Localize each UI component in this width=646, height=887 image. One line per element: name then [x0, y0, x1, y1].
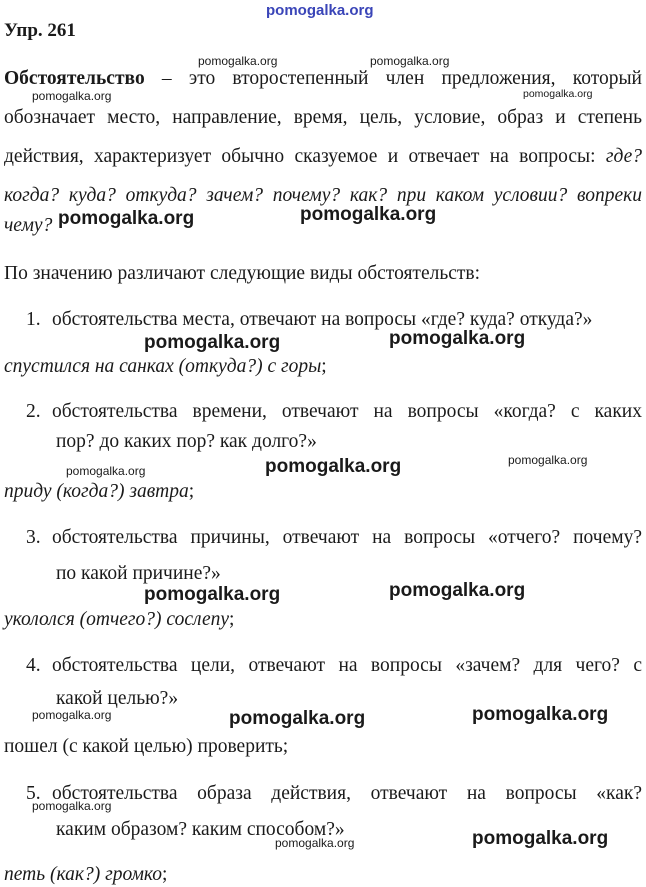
list-item-5-example-text: петь (как?) громко	[4, 864, 163, 885]
list-item-4-cont: какой целью?»	[56, 688, 179, 709]
list-item-2-example-end: ;	[188, 481, 195, 502]
list-item-5-text: обстоятельства образа действия, отвечают на вопросы «как?	[52, 783, 642, 804]
watermark: pomogalka.org	[389, 328, 526, 349]
watermark: pomogalka.org	[66, 464, 146, 478]
watermark: pomogalka.org	[229, 708, 366, 729]
list-item-3	[26, 526, 642, 550]
definition-line-3-italic: где?	[605, 146, 642, 167]
list-item-4-example: пошел (с какой целью) проверить;	[4, 736, 289, 757]
list-item-2-number: 2.	[26, 401, 41, 422]
list-item-4-text: обстоятельства цели, отвечают на вопросы «зачем? для чего? с	[52, 655, 642, 676]
definition-line-4: когда? куда? откуда? зачем? почему? как? при каком условии? вопреки	[4, 185, 642, 206]
list-item-3-cont: по какой причине?»	[56, 563, 221, 584]
watermark: pomogalka.org	[58, 208, 195, 229]
definition-line-1-rest: – это второстепенный член предложения, который	[144, 68, 642, 89]
list-item-4	[26, 654, 642, 678]
watermark: pomogalka.org	[144, 332, 281, 353]
list-item-4-number: 4.	[26, 655, 41, 676]
watermark: pomogalka.org	[523, 88, 593, 100]
watermark: pomogalka.org	[508, 453, 588, 467]
exercise-title: Упр. 261	[4, 20, 76, 41]
watermark: pomogalka.org	[472, 828, 609, 849]
list-item-5-example	[4, 863, 642, 887]
definition-line-2: обозначает место, направление, время, цель, условие, образ и степень	[4, 107, 642, 128]
list-item-3-example	[4, 608, 642, 632]
list-item-5-cont: каким образом? каким способом?»	[56, 819, 345, 840]
list-item-1-example-text: спустился на санках (откуда?) с горы	[4, 356, 322, 377]
watermark: pomogalka.org	[144, 584, 281, 605]
watermark: pomogalka.org	[32, 89, 112, 103]
watermark: pomogalka.org	[32, 708, 112, 722]
list-item-2-cont: пор? до каких пор? как долго?»	[56, 431, 317, 452]
list-item-1-text: обстоятельства места, отвечают на вопросы «где? куда? откуда?»	[52, 309, 593, 330]
list-item-1-example-end: ;	[321, 356, 327, 377]
list-item-3-example-text: укололся (отчего?) сослепу	[4, 609, 230, 630]
list-item-2	[26, 400, 642, 424]
watermark: pomogalka.org	[472, 704, 609, 725]
watermark: pomogalka.org	[265, 456, 402, 477]
watermark: pomogalka.org	[32, 799, 112, 813]
watermark: pomogalka.org	[300, 204, 437, 225]
list-item-3-example-end: ;	[229, 609, 235, 630]
definition-term: Обстоятельство	[4, 68, 145, 89]
list-item-5	[26, 782, 642, 806]
list-item-3-text: обстоятельства причины, отвечают на вопросы «отчего? почему?	[52, 527, 642, 548]
list-item-3-number: 3.	[26, 527, 41, 548]
intro-text: По значению различают следующие виды обстоятельств:	[4, 263, 481, 284]
list-item-1-number: 1.	[26, 309, 41, 330]
definition-line-3	[4, 145, 642, 169]
watermark: pomogalka.org	[389, 580, 526, 601]
list-item-5-number: 5.	[26, 783, 41, 804]
list-item-1	[4, 308, 642, 332]
list-item-2-example	[4, 480, 642, 504]
list-item-2-text: обстоятельства времени, отвечают на вопросы «когда? с каких	[52, 401, 642, 422]
header-watermark: pomogalka.org	[266, 2, 374, 19]
definition-line-3-plain: действия, характеризует обычно сказуемое и отвечает на вопросы:	[4, 146, 606, 167]
watermark: pomogalka.org	[198, 54, 278, 68]
list-item-2-example-text: приду (когда?) завтра	[4, 481, 189, 502]
list-item-5-example-end: ;	[162, 864, 168, 885]
definition-line-5: чему?	[4, 215, 53, 236]
watermark: pomogalka.org	[275, 836, 355, 850]
list-item-1-example	[4, 355, 642, 379]
watermark: pomogalka.org	[370, 54, 450, 68]
